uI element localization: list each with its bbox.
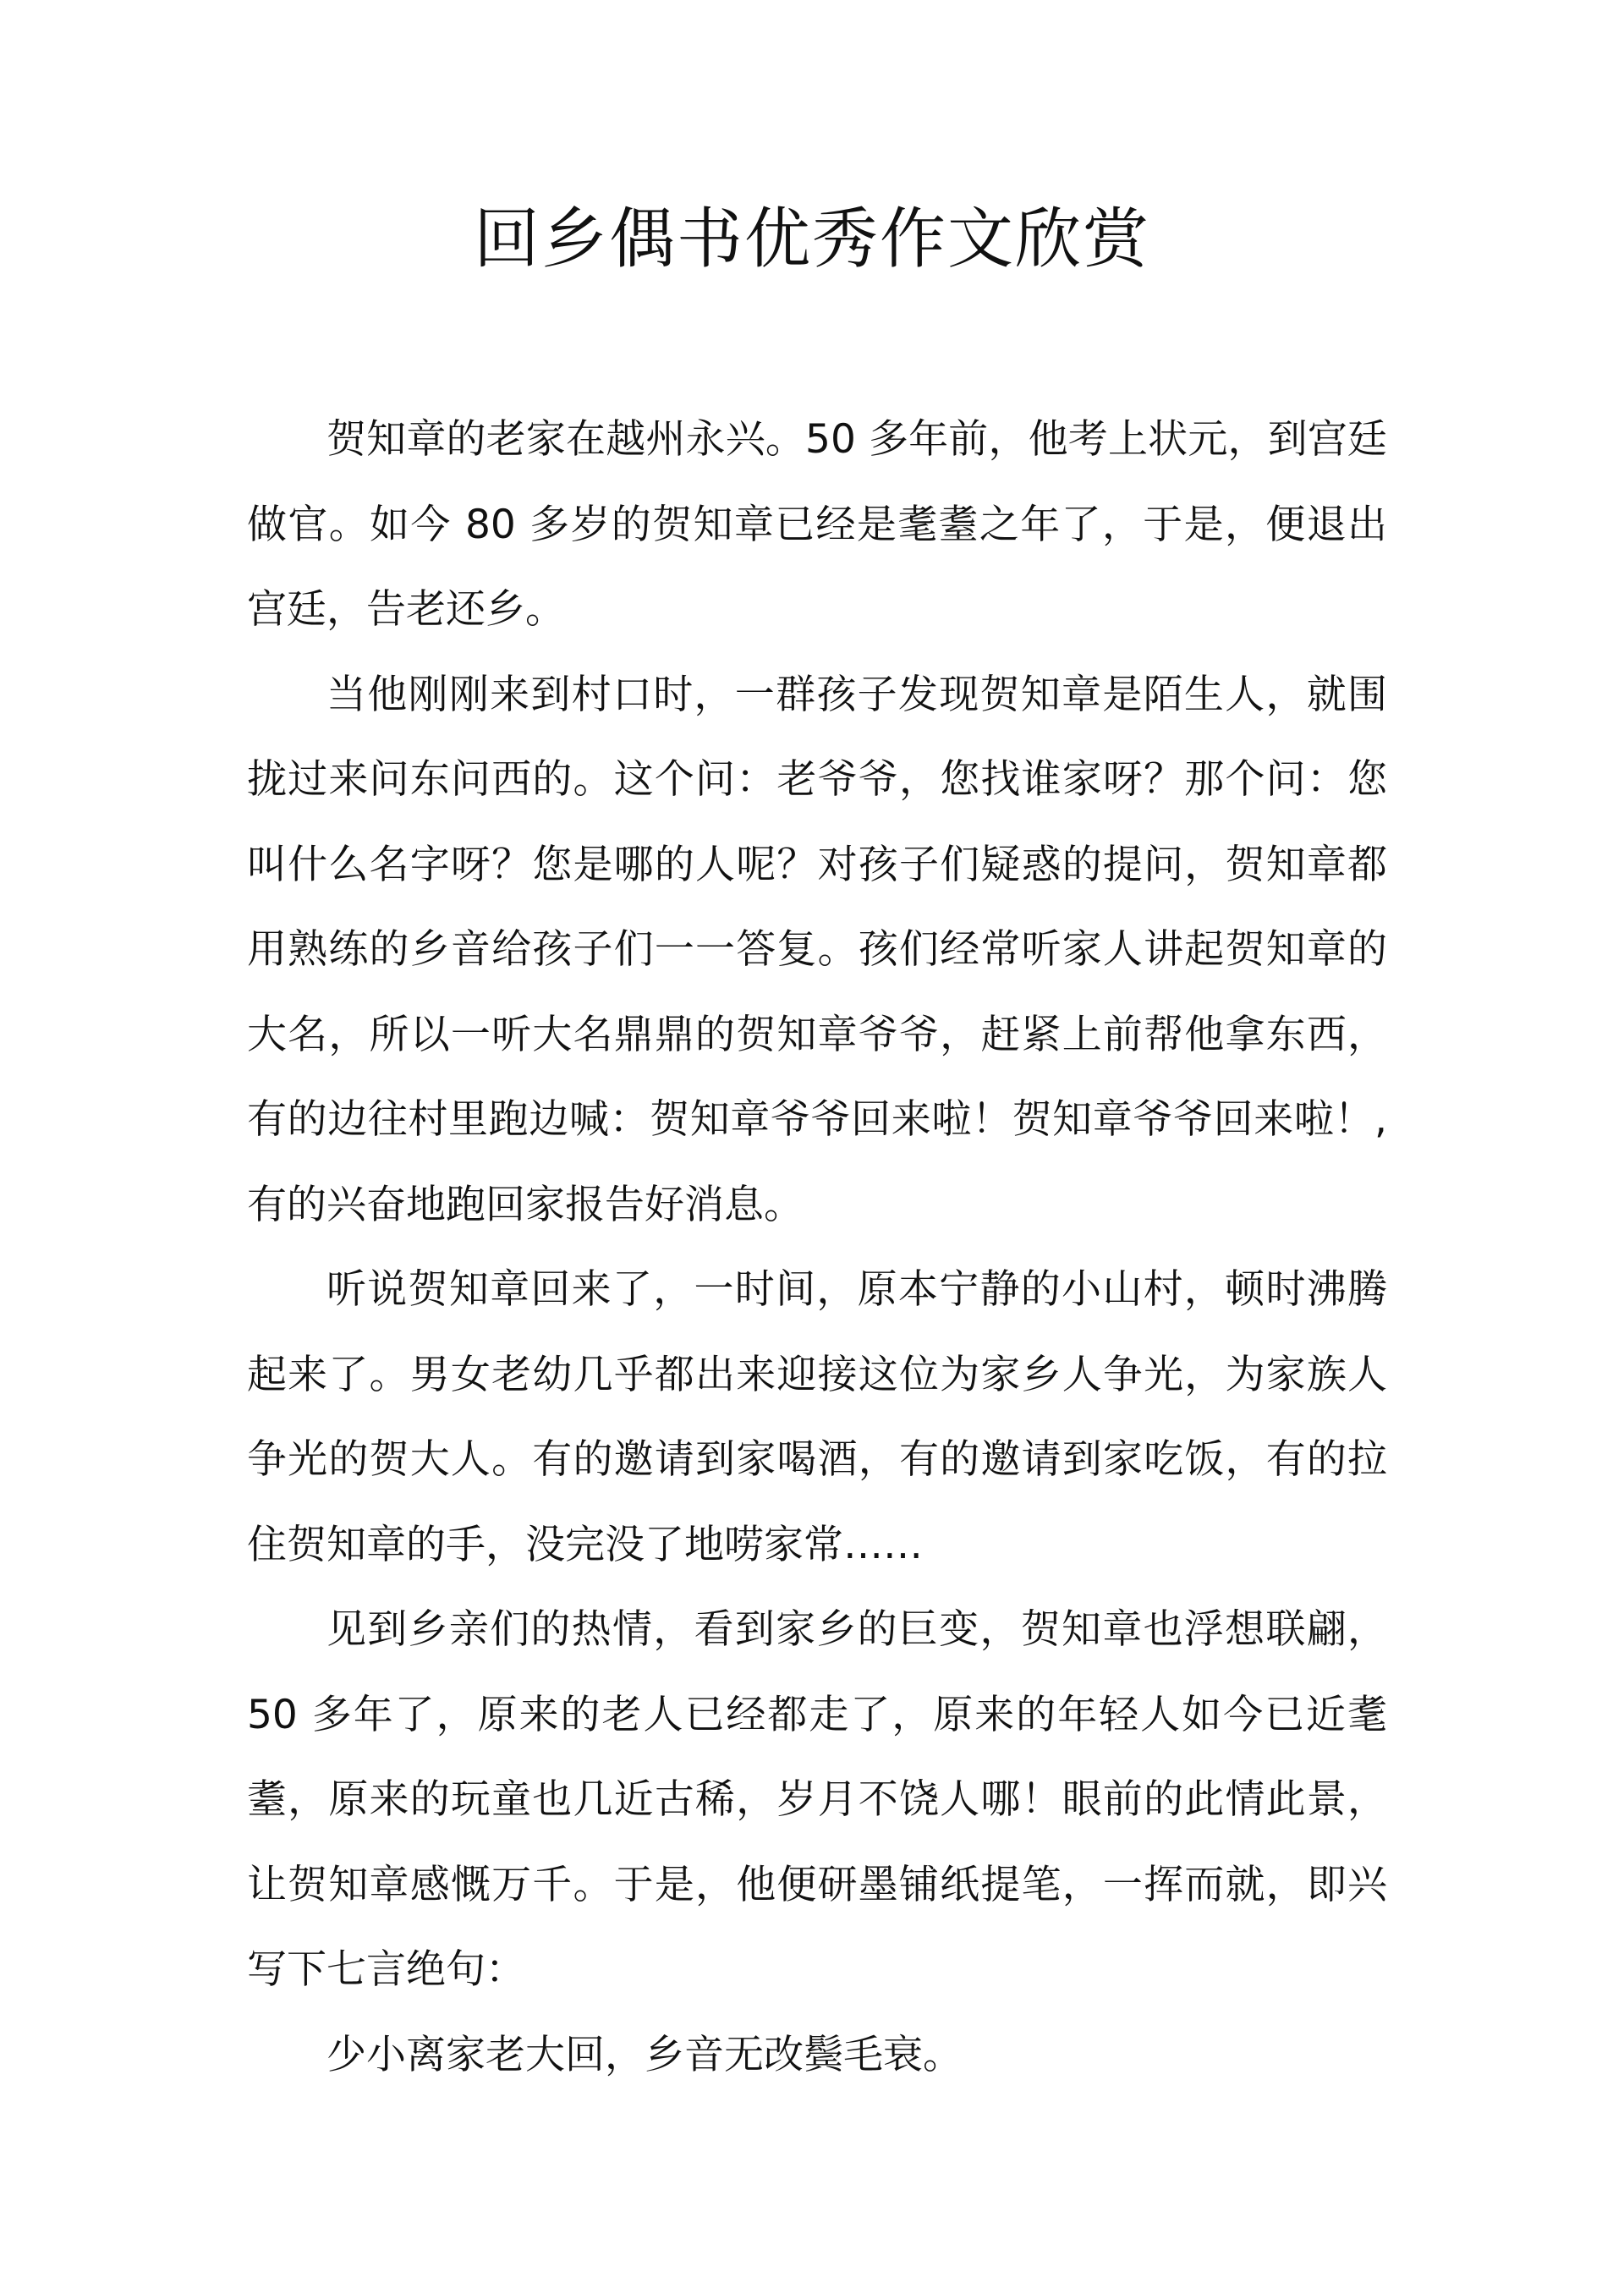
paragraph-1: 贺知章的老家在越州永兴。50 多年前，他考上状元，到宫廷做官。如今 80 多岁的贺知章已经是耄耋之年了，于是，便退出宫廷，告老还乡。: [247, 416, 1387, 633]
paragraph-4: 见到乡亲们的热情，看到家乡的巨变，贺知章也浮想联翩，50 多年了，原来的老人已经都走了，原来的年轻人如今已近耄耋，原来的玩童也几近古稀，岁月不饶人哪！眼前的此情此景，让贺知章感慨万千。于是，他便研墨铺纸提笔，一挥而就，即兴写下七言绝句：: [247, 1606, 1387, 1993]
document-body: [247, 398, 1387, 2098]
paragraph-3: 听说贺知章回来了，一时间，原本宁静的小山村，顿时沸腾起来了。男女老幼几乎都出来迎接这位为家乡人争光，为家族人争光的贺大人。有的邀请到家喝酒，有的邀请到家吃饭，有的拉住贺知章的手，没完没了地唠家常……: [247, 1266, 1387, 1568]
paragraph-2: 当他刚刚来到村口时，一群孩子发现贺知章是陌生人，就围拢过来问东问西的。这个问：老爷爷，您找谁家呀？那个问：您叫什么名字呀？您是哪的人呢？对孩子们疑惑的提问，贺知章都用熟练的乡音给孩子们一一答复。孩们经常听家人讲起贺知章的大名，所以一听大名鼎鼎的贺知章爷爷，赶紧上前帮他拿东西，有的边往村里跑边喊：贺知章爷爷回来啦！贺知章爷爷回来啦！,有的兴奋地跑回家报告好消息。: [247, 671, 1387, 1228]
document-title: 回乡偶书优秀作文欣赏: [473, 201, 1150, 277]
poem-line-1: 少小离家老大回，乡音无改鬓毛衰。: [326, 2031, 963, 2078]
